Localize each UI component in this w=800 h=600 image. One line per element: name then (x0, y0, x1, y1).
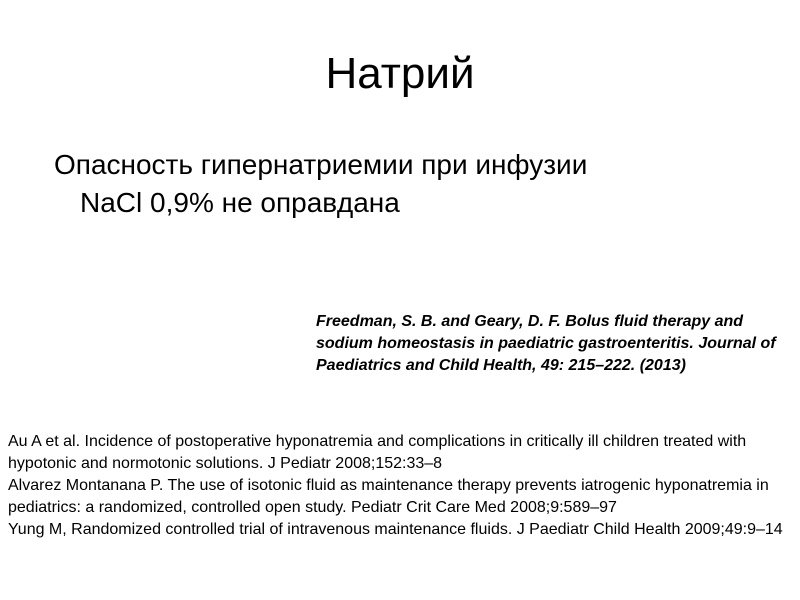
primary-reference: Freedman, S. B. and Geary, D. F. Bolus fluid therapy and sodium homeostasis in paediatric gastroenteritis. Journal of Paediatrics and Child Health, 49: 215–222. (2013) (316, 313, 776, 374)
main-statement-line-2: NaCl 0,9% не оправдана (80, 187, 400, 218)
main-statement (54, 146, 754, 222)
main-statement-line-1: Опасность гипернатриемии при инфузии (54, 149, 588, 180)
slide-title: Натрий (325, 49, 475, 98)
reference-item: Alvarez Montanana P. The use of isotonic fluid as maintenance therapy prevents iatrogenic hyponatremia in pediatrics: a randomized, controlled open study. Pediatr Crit Care Med 2008;9:589–97 (8, 477, 769, 516)
reference-item: Au A et al. Incidence of postoperative hyponatremia and complications in critically ill children treated with hypotonic and normotonic solutions. J Pediatr 2008;152:33–8 (8, 433, 747, 472)
reference-item: Yung M, Randomized controlled trial of intravenous maintenance fluids. J Paediatr Child Health 2009;49:9–14 (8, 521, 783, 538)
reference-list (8, 431, 796, 541)
